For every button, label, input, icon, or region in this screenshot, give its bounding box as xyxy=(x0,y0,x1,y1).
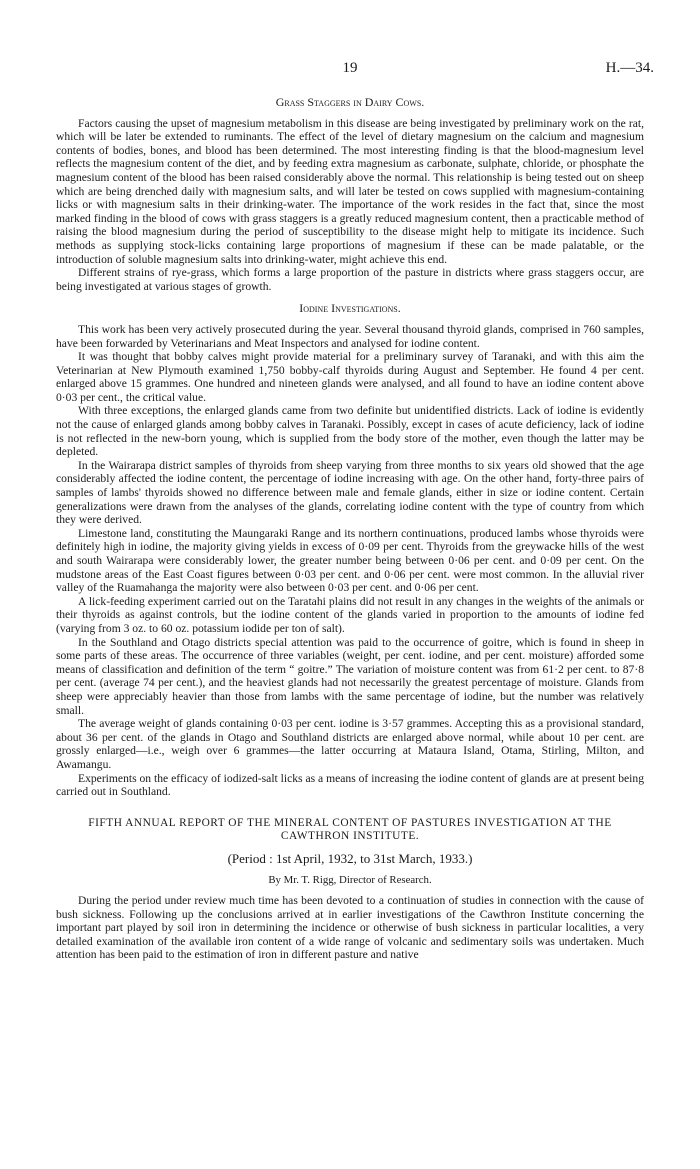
paragraph: With three exceptions, the enlarged glands came from two definite but unidentified districts. Lack of iodine is evidently not the cause of enlarged glands among bobby calves in Taranaki. Possibly, except in cases of acute deficiency, lack of iodine is not reflected in the new-born young, which is supplied from the body store of the mother, even though the latter may be depleted. xyxy=(56,404,644,459)
paragraph: A lick-feeding experiment carried out on the Taratahi plains did not result in any changes in the weights of the animals or their thyroids as against controls, but the iodine content of the glands varied in proportion to the amounts of iodine fed (varying from 3 oz. to 60 oz. potassium iodide per ton of salt). xyxy=(56,594,644,635)
paragraph: In the Southland and Otago districts special attention was paid to the occurrence of goitre, which is found in sheep in some parts of these areas. The occurrence of three variables (weight, per cent. iodine, and per cent. moisture) afforded some means of classification and definition of the term “ goitre.” The variation of moisture content was from 61·2 per cent. to 87·8 per cent. (average 74 per cent.), and the heaviest glands had not necessarily the greatest percentage of moisture. Glands from sheep were appreciably heavier than those from lambs with the same percentage of iodine, but the number was relatively small. xyxy=(56,635,644,717)
report-title: FIFTH ANNUAL REPORT OF THE MINERAL CONTENT OF PASTURES INVESTIGATION AT THE CAWTHRON INSTITUTE. xyxy=(88,816,612,843)
paragraph: Different strains of rye-grass, which forms a large proportion of the pasture in districts where grass staggers occur, are being investigated at various stages of growth. xyxy=(56,266,644,293)
paragraph: Experiments on the efficacy of iodized-salt licks as a means of increasing the iodine content of glands are at present being carried out in Southland. xyxy=(56,771,644,799)
section-heading-grass-staggers: Grass Staggers in Dairy Cows. xyxy=(275,95,425,109)
paragraph: During the period under review much time has been devoted to a continuation of studies in connection with the cause of bush sickness. Following up the conclusions arrived at in earlier investigations of the Cawthron Institute concerning the important part played by soil iron in determining the incidence or otherwise of bush sickness in particular localities, a very detailed examination of the available iron content of a wide range of volcanic and sedimentary soils was undertaken. Much attention has been paid to the estimation of iron in different pasture and native xyxy=(56,894,644,962)
page-header xyxy=(0,60,700,80)
paragraph: The average weight of glands containing 0·03 per cent. iodine is 3·57 grammes. Accepting this as a provisional standard, about 36 per cent. of the glands in Otago and Southland districts are enlarged above normal, while about 10 per cent. are grossly enlarged—i.e., weigh over 6 grammes—the latter occurring at Mataura Island, Otama, Stirling, Milton, and Awamangu. xyxy=(56,717,644,771)
paragraph: This work has been very actively prosecuted during the year. Several thousand thyroid glands, comprised in 760 samples, have been forwarded by Veterinarians and Meat Inspectors and analysed for iodine content. xyxy=(56,322,644,350)
paragraph: It was thought that bobby calves might provide material for a preliminary survey of Taranaki, and with this aim the Veterinarian at New Plymouth examined 1,750 bobby-calf thyroids during August and September. He found 4 per cent. enlarged above 15 grammes. One hundred and nineteen glands were analysed, and all found to have an iodine content above 0·03 per cent., the critical value. xyxy=(56,350,644,404)
paragraph: In the Wairarapa district samples of thyroids from sheep varying from three months to six years old showed that the age considerably affected the iodine content, the percentage of iodine increasing with age. On the other hand, forty-three pairs of samples of lambs' thyroids showed no difference between male and female glands, either in size or iodine content. Certain generalizations were drawn from the analyses of the glands, correlating iodine content with the type of country from which they were derived. xyxy=(56,458,644,527)
document-reference: H.—34. xyxy=(605,60,654,76)
section-heading-iodine: Iodine Investigations. xyxy=(299,301,401,316)
report-period: (Period : 1st April, 1932, to 31st March, 1933.) xyxy=(227,850,473,866)
paragraph: Factors causing the upset of magnesium metabolism in this disease are being investigated by preliminary work on the rat, which will be later be extended to ruminants. The effect of the level of dietary magnesium on the calcium and magnesium contents of bodies, bones, and blood has been determined. The most interesting finding is that the blood-magnesium level reflects the magnesium content of the diet, and by feeding extra magnesium as carbonate, sulphate, chloride, or phosphate the magnesium content of the blood has been raised considerably above the normal. This relationship is being tested out on sheep which are being drenched daily with magnesium salts, and will later be tested on cows supplied with magnesium-containing licks or with magnesium salts in their drinking-water. The importance of the work resides in the fact that, since the most marked finding in the blood of cows with grass staggers is a greatly reduced magnesium content, then a practicable method of raising the blood magnesium during the period of susceptibility to the disease might help to mitigate its incidence. Such methods as supplying stock-licks containing large proportions of magnesium if these can be made palatable, or the introduction of soluble magnesium salts into drinking-water, might achieve this end. xyxy=(56,116,644,266)
page-number: 19 xyxy=(342,60,358,76)
page-content xyxy=(56,96,644,962)
paragraph: Limestone land, constituting the Maungaraki Range and its northern continuations, produced lambs whose thyroids were definitely high in iodine, the majority giving yields in excess of 0·09 per cent. Thyroids from the greywacke hills of the west and south Wairarapa were considerably lower, the greater number being between 0·06 per cent. and 0·09 per cent. On the mudstone areas of the East Coast figures between 0·03 per cent. and 0·06 per cent. were most common. In the alluvial river valley of the Ruamahanga the majority were also between 0·03 per cent. and 0·06 per cent. xyxy=(56,526,644,595)
report-byline: By Mr. T. Rigg, Director of Research. xyxy=(268,874,432,887)
